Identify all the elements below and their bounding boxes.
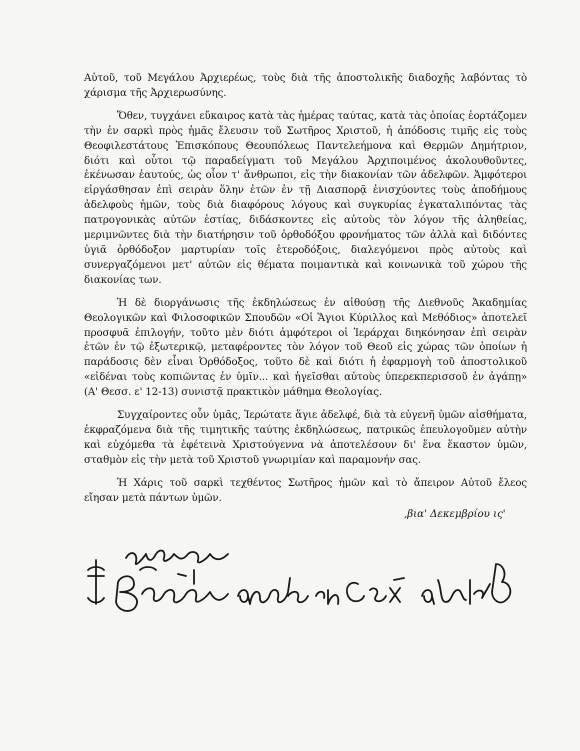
handwritten-signature: [82, 540, 522, 630]
letter-body: [84, 72, 527, 514]
letter-date: ,βια' Δεκεμβρίου ις': [404, 509, 506, 520]
paragraph-closing-prayer: Ἡ Χάρις τοῦ σαρκὶ τεχθέντος Σωτῆρος ἡμῶν καὶ τὸ ἄπειρον Αὐτοῦ ἔλεος εἴησαν μετὰ πάντων ὑμῶν.: [84, 477, 527, 504]
paragraph-honoring-bishops: Ὅθεν, τυγχάνει εὔκαιρος κατὰ τὰς ἡμέρας ταύτας, κατὰ τὰς ὁποίας ἑορτάζομεν τὴν ἐν σαρκὶ πρὸς ἡμᾶς ἔλευσιν τοῦ Σωτῆρος Χριστοῦ, ἡ ἀπόδοσις τιμῆς εἰς τοὺς Θεοφιλεστάτους Ἐπισκόπους Θεουπόλεως Παντελεήμονα καὶ Θερμῶν Δημήτριον, διότι καὶ οὗτοι τῷ παραδείγματι τοῦ Μεγάλου Ἀρχιποιμένος ἀκολουθοῦντες, ἐκένωσαν ἑαυτούς, ὡς οἷον τ' ἄνθρωποι, εἰς τὴν διακονίαν τῶν ἀδελφῶν. Ἀμφότεροι εἰργάσθησαν ἐπὶ σειρὰν ὅλην ἐτῶν ἐν τῇ Διασπορᾷ ἐνισχύοντες τοὺς ἀποδήμους ἀδελφοὺς ἡμῶν, τοὺς διὰ διαφόρους λόγους καὶ συγκυρίας ἐγκαταλιπόντας τὰς πατρογονικὰς αὐτῶν ἑστίας, διδάσκοντες εἰς αὐτοὺς τὸν λόγον τῆς ἀληθείας, μεριμνῶντες διὰ τὴν διατήρησιν τοῦ ὀρθοδόξου φρονήματος τῶν ἀλλὰ καὶ διδόντες ὑγιᾶ ὀρθόδοξον μαρτυρίαν τοῖς ἑτεροδόξοις, διαλεγόμενοι πρὸς αὐτοὺς καὶ συνεργαζόμενοι μετ' αὐτῶν εἰς θέματα ποιμαντικὰ καὶ κοινωνικὰ τοῦ χώρου τῆς διακονίας των.: [84, 110, 527, 286]
paragraph-academy-event: Ἡ δὲ διοργάνωσις τῆς ἐκδηλώσεως ἐν αἰθούσῃ τῆς Διεθνοῦς Ἀκαδημίας Θεολογικῶν καὶ Φιλοσοφικῶν Σπουδῶν «Οἱ Ἅγιοι Κύριλλος καὶ Μεθόδιος» ἀποτελεῖ προσφυᾶ ἐπιλογήν, τοῦτο μὲν διότι ἀμφότεροι οἱ Ἱεράρχαι διηκόνησαν ἐπὶ σειρὰν ἐτῶν ἐν τῷ ἐξωτερικῷ, μεταφέροντες τὸν λόγον τοῦ Θεοῦ εἰς χώρας τῶν ὁποίων ἡ παράδοσις δὲν εἶναι Ὀρθόδοξος, τοῦτο δὲ καὶ διότι ἡ ἐφαρμογὴ τοῦ ἀποστολικοῦ «εἰδέναι τοὺς κοπιῶντας ἐν ὑμῖν... καὶ ἡγεῖσθαι αὐτοὺς ὑπερεκπερισσοῦ ἐν ἀγάπῃ» (Α' Θεσσ. ε' 12-13) συνιστᾷ πρακτικὸν μάθημα Θεολογίας.: [84, 297, 527, 399]
paragraph-continuation: Αὐτοῦ, τοῦ Μεγάλου Ἀρχιερέως, τοὺς διὰ τῆς ἀποστολικῆς διαδοχῆς λαβόντας τὸ χάρισμα τῆς Ἀρχιερωσύνης.: [84, 73, 527, 99]
paragraph-blessing: Συγχαίροντες οὖν ὑμᾶς, Ἱερώτατε ἅγιε ἀδελφέ, διὰ τὰ εὐγενῆ ὑμῶν αἰσθήματα, ἐκφραζόμενα διὰ τῆς τιμητικῆς ταύτης ἐκδηλώσεως, πατρικῶς ἐπευλογοῦμεν αὐτὴν καὶ εὐχόμεθα τὰ ἐφέτεινὰ Χριστούγεννα νὰ ἀποτελέσουν δι' ἕνα ἕκαστον ὑμῶν, σταθμὸν εἰς τὴν μετὰ τοῦ Χριστοῦ γνωριμίαν καὶ παραμονήν σας.: [84, 410, 527, 466]
